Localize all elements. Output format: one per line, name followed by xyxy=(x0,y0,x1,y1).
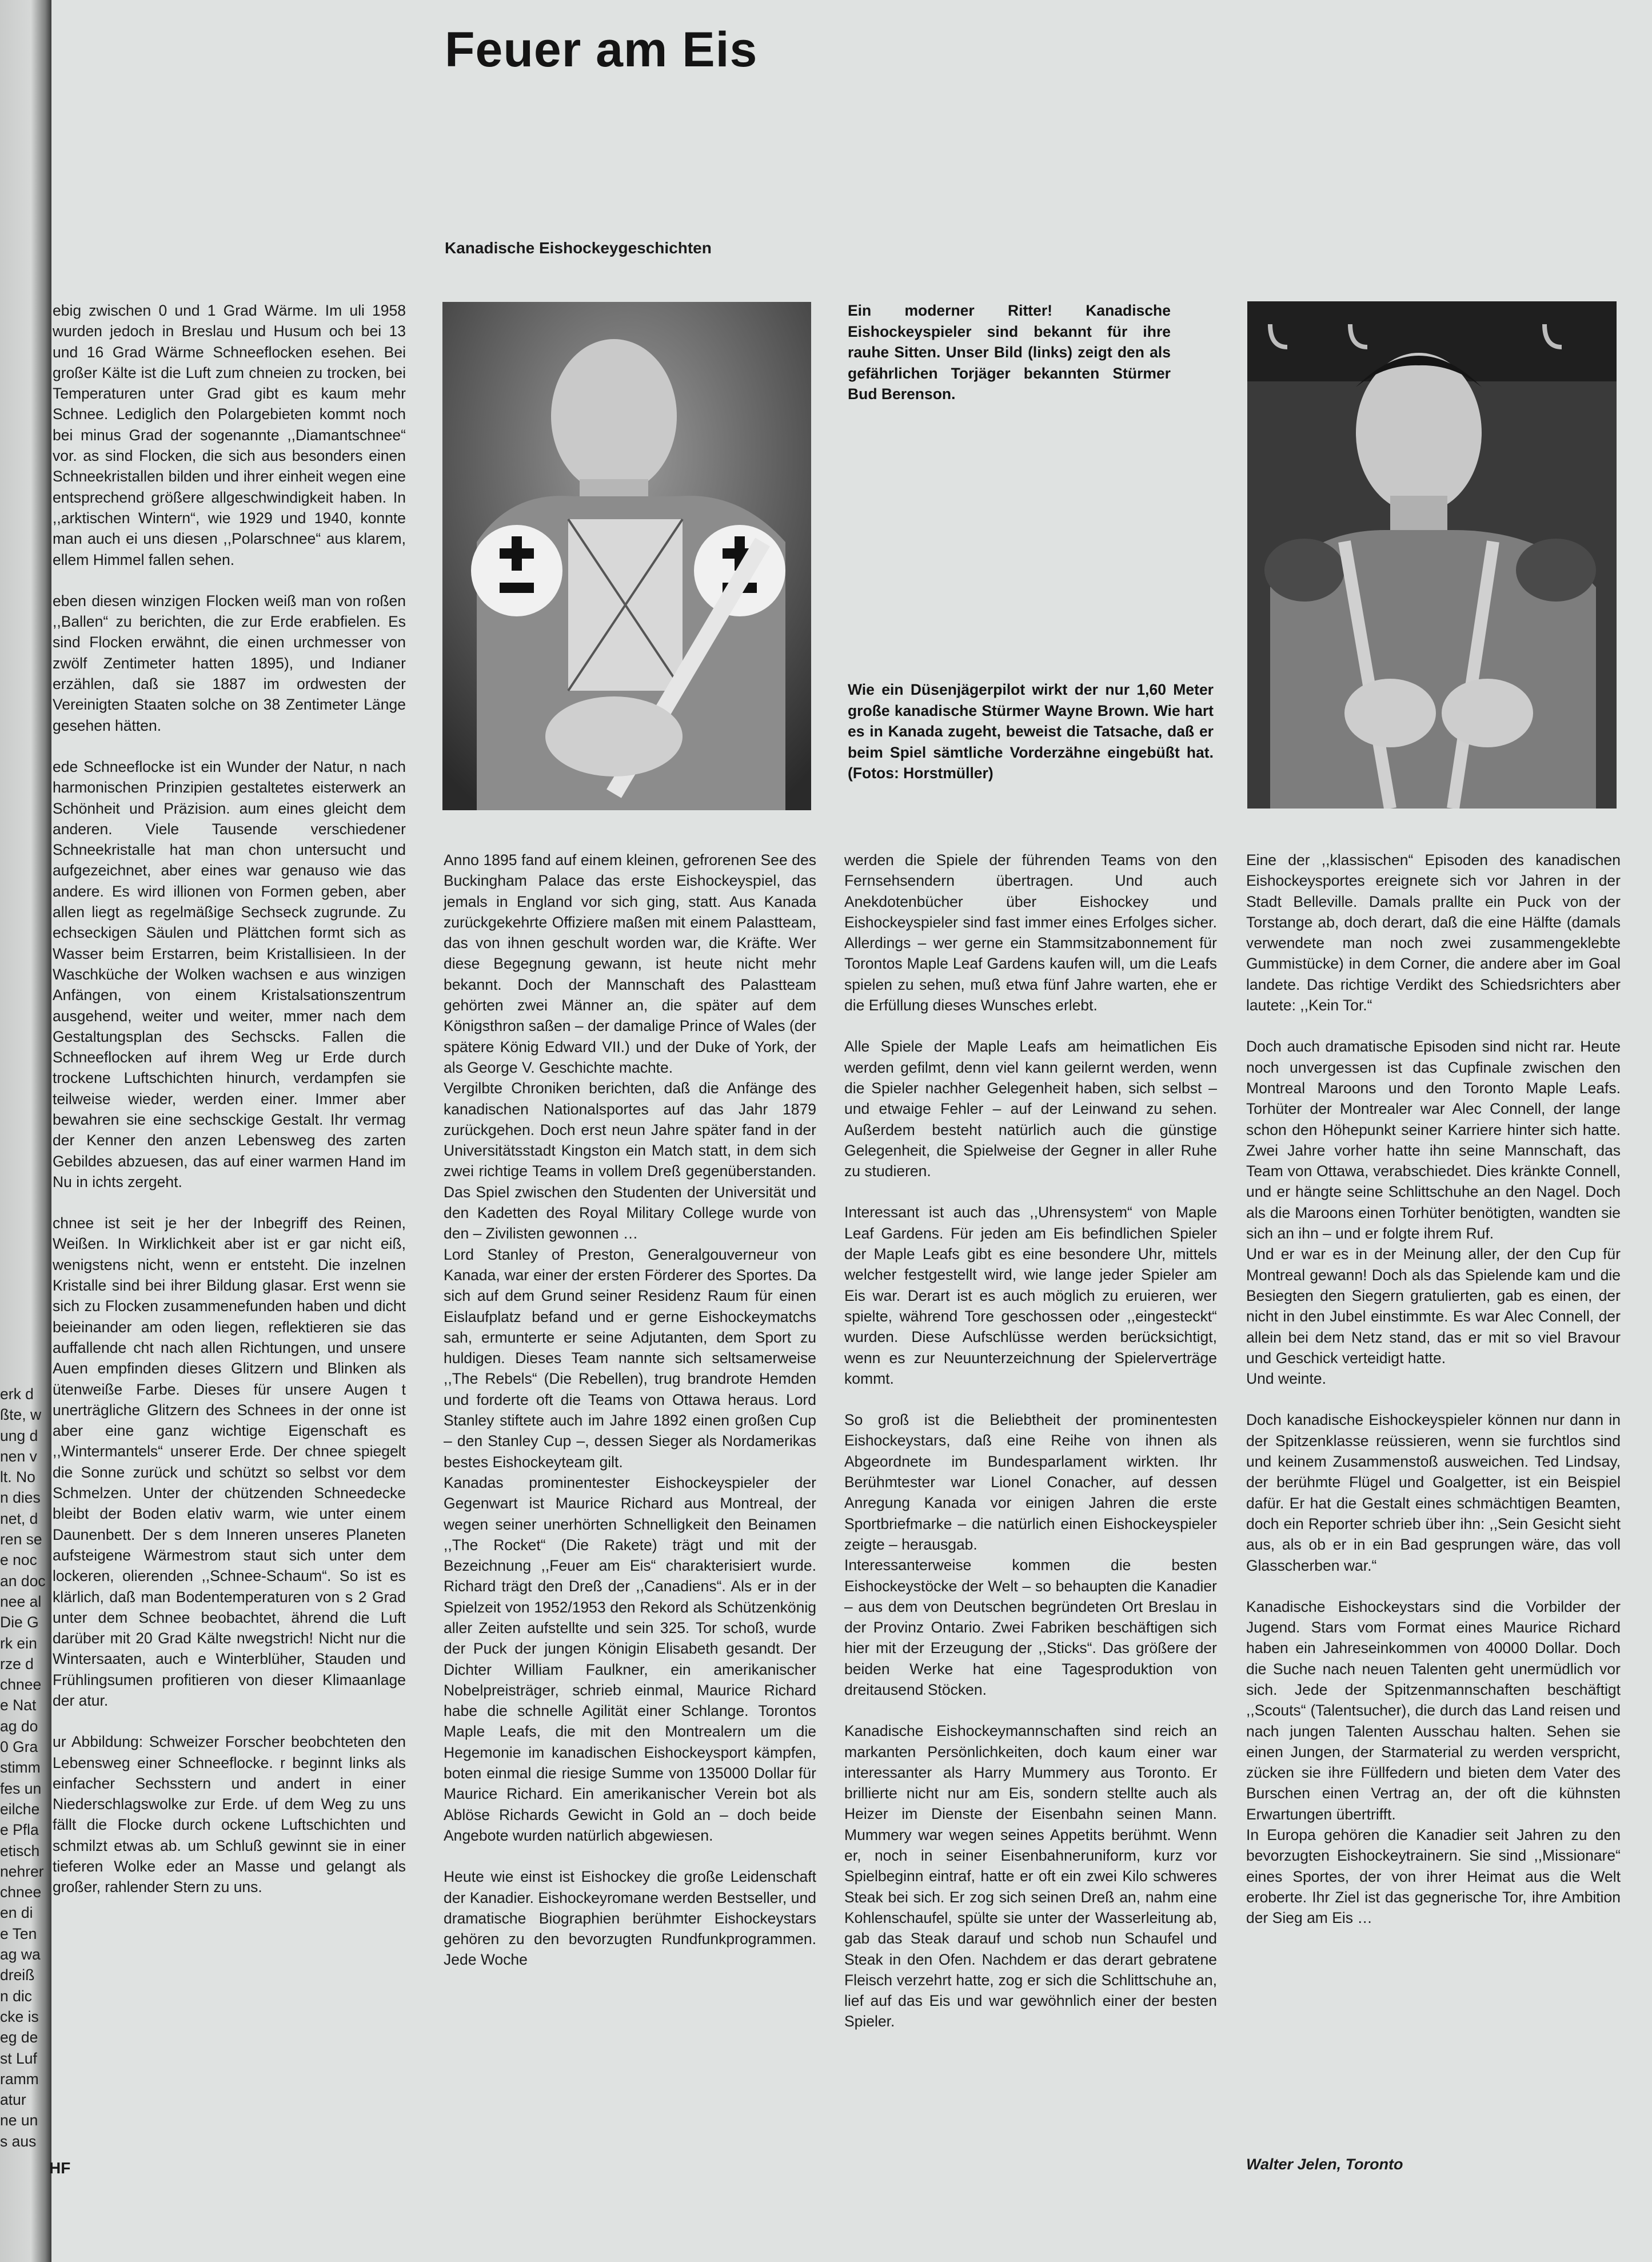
left-edge-fragment: e Ten xyxy=(0,1925,37,1942)
left-edge-fragment: cke is xyxy=(0,2008,39,2025)
left-edge-fragment: nehrer xyxy=(0,1862,44,1880)
left-edge-fragment: rze d xyxy=(0,1655,34,1672)
left-edge-fragment: e noc xyxy=(0,1551,37,1569)
column-3-paragraph: Alle Spiele der Maple Leafs am heimatlichen Eis werden gefilmt, denn viel kann geilernt werden, wenn die Spieler nachher Gelegenheit haben, sich selbst – und etwaige Fehler – auf der Leinwand zu sehen. Außerdem besteht natürlich auch die günstige Gelegenheit, die Spielweise der Gegner in aller Ruhe zu studieren. xyxy=(844,1038,1217,1180)
left-edge-fragment: nen v xyxy=(0,1447,37,1465)
left-edge-fragment: ung d xyxy=(0,1427,38,1444)
left-edge-fragment: n dic xyxy=(0,1987,32,2005)
column-2 xyxy=(444,850,816,1970)
column-4-paragraph: Kanadische Eishockeystars sind die Vorbilder der Jugend. Stars vom Format eines Maurice Richard haben ein Jahreseinkommen von 40000 Dollar. Doch die Suche nach neuen Talenten geht unermüdlich vor sich. Jede der Spitzenmannschaften beschäftigt ,,Scouts“ (Talentsucher), die durch das Land reisen und nach jungen Talenten Ausschau halten. Sehen sie einen Jungen, der Starmaterial zu werden verspricht, zücken sie ihre Füllfedern und bieten dem Vater des Burschen einen Vertrag an, der oft die kühnsten Erwartungen übertrifft. xyxy=(1246,1598,1621,1823)
column-3 xyxy=(844,850,1217,2032)
column-4-paragraph: Eine der ,,klassischen“ Episoden des kanadischen Eishockeysportes ereignete sich vor Jahren in der Stadt Belleville. Damals prallte ein Puck von der Torstange ab, doch derart, daß die eine Hälfte (damals verwendete man noch zwei zusammengeklebte Gummistücke) in dem Corner, die andere aber im Goal landete. Das richtige Verdikt des Schiedsrichters aber lautete: ,,Kein Tor.“ xyxy=(1246,851,1621,1014)
left-edge-fragment: atur xyxy=(0,2091,26,2109)
left-paragraph: ur Abbildung: Schweizer Forscher beobchteten den Lebensweg einer Schneeflocke. r beginnt links als einfacher Sechsstern und andert in einer Niederschlagswolke zur Erde. uf dem Weg zu uns fällt die Flocke durch ockene Luftschichten und schmilzt etwas ab. um Schluß gewinnt sie in einer tieferen Wolke eder an Masse und gelangt als großer, rahlender Stern zu uns. xyxy=(53,1733,406,1896)
left-edge-fragment: ne un xyxy=(0,2112,38,2129)
left-edge-fragment: net, d xyxy=(0,1510,38,1527)
column-4-paragraph: Doch auch dramatische Episoden sind nicht rar. Heute noch unvergessen ist das Cupfinale zwischen den Montreal Maroons und den Toronto Maple Leafs. Torhüter der Montrealer war Alec Connell, der lange schon den Höhepunkt seiner Karriere hinter sich hatte. Zwei Jahre vorher hatte ihn seine Mannschaft, das Team von Ottawa, verabschiedet. Dies kränkte Connell, und er hängte seine Schlittschuhe an den Nagel. Doch als die Maroons einen Torhüter benötigten, wandten sie sich an ihn – und er folgte ihrem Ruf. xyxy=(1246,1038,1621,1242)
left-edge-fragment: lt. No xyxy=(0,1468,35,1486)
left-edge-fragment: erk d xyxy=(0,1385,34,1403)
caption-wayne-brown: Wie ein Düsenjägerpilot wirkt der nur 1,60 Meter große kanadische Stürmer Wayne Brown. Wie hart es in Kanada zugeht, beweist die Tatsache, daß er beim Spiel sämtliche Vorderzähne eingebüßt hat. (Fotos: Horstmüller) xyxy=(848,681,1214,782)
left-column-snow-article xyxy=(53,300,406,1898)
left-edge-fragment: an doc xyxy=(0,1572,46,1590)
player-photo-1-image xyxy=(442,302,811,810)
column-2-paragraph: Anno 1895 fand auf einem kleinen, gefrorenen See des Buckingham Palace das erste Eishockeyspiel, das jemals in England vor sich ging, statt. Aus Kanada zurückgekehrte Offiziere maßen mit einem Palastteam, das von ihnen geschult worden war, die Kräfte. Wer diese Begegnung gewann, ist heute nicht mehr bekannt. Doch der Mannschaft des Palastteam gehörten zwei Männer an, die später auf dem Königsthron saßen – der damalige Prince of Wales (der spätere König Edward VII.) und der Duke of York, der als George V. Geschichte machte. xyxy=(444,851,816,1076)
left-edge-fragments xyxy=(0,1384,48,2152)
column-4-paragraph: Und er war es in der Meinung aller, der den Cup für Montreal gewann! Doch als das Spielende kam und die Besiegten den Siegern gratulierten, gab es einen, der nicht in den Jubel einstimmte. Es war Alec Connell, der allein bei dem Netz stand, das er mit so viel Bravour und Geschick verteidigt hatte. xyxy=(1246,1245,1621,1367)
left-edge-fragment: 0 Gra xyxy=(0,1738,38,1756)
left-edge-fragment: chnee xyxy=(0,1883,42,1901)
left-edge-fragment: ag do xyxy=(0,1717,38,1735)
left-edge-fragment: ramm xyxy=(0,2070,39,2088)
left-edge-fragment: Die G xyxy=(0,1614,39,1631)
left-edge-fragment: e Pfla xyxy=(0,1821,39,1839)
column-4-paragraph: Und weinte. xyxy=(1246,1370,1326,1388)
column-3-paragraph: werden die Spiele der führenden Teams von den Fernsehsendern übertragen. Und auch Anekdotenbücher über Eishockey und Eishockeyspieler sind fast immer eines Erfolges sicher. Allerdings – wer gerne ein Stammsitzabonnement für Torontos Maple Leaf Gardens kaufen will, um die Leafs spielen zu sehen, muß etwa fünf Jahre warten, ehe er die Erfüllung dieses Wunsches erlebt. xyxy=(844,851,1217,1014)
photo-wayne-brown xyxy=(1247,301,1617,809)
left-edge-fragment: ßte, w xyxy=(0,1406,42,1424)
column-2-paragraph: Kanadas prominentester Eishockeyspieler der Gegenwart ist Maurice Richard aus Montreal, der wegen seiner unerhörten Schnelligkeit den Beinamen ,,The Rocket“ (Die Rakete) trägt und mit der Bezeichnung ,,Feuer am Eis“ charakterisiert wurde. Richard trägt den Dreß der ,,Canadiens“. Als er in der Spielzeit von 1952/1953 den Rekord als Schützenkönig aller Zeiten aufstellte und sein 325. Tor schoß, wurde der Puck der jungen Königin Elisabeth gesandt. Der Dichter William Faulkner, ein amerikanischer Nobelpreisträger, schrieb einmal, Maurice Richard habe die schnelle Agilität einer Schlange. Torontos Maple Leafs, die mit den Montrealern um die Hegemonie im kanadischen Eishockeysport kämpfen, boten einmal die riesige Summe von 135000 Dollar für Maurice Richard. Ein amerikanischer Verein bot als Ablöse Richards Gewicht in Gold an – doch beide Angebote wurden natürlich abgewiesen. xyxy=(444,1474,816,1844)
left-edge-fragment: rk ein xyxy=(0,1634,37,1652)
left-paragraph: eben diesen winzigen Flocken weiß man von roßen ,,Ballen“ zu berichten, die zur Erde erabfielen. Es sind Flocken erwähnt, die einen urchmesser von zwölf Zentimeter hatten 1895), und Indianer erzählen, daß sie 1887 im ordwesten der Vereinigten Staaten solche on 38 Zentimeter Länge gesehen hätten. xyxy=(53,592,406,734)
author-initials: HF xyxy=(49,2159,71,2177)
column-4 xyxy=(1246,850,1621,1929)
left-paragraph: chnee ist seit je her der Inbegriff des Reinen, Weißen. In Wirklichkeit aber ist er gar nicht eiß, wenigstens nicht, wenn er entsteht. Die inzelnen Kristalle sind bei ihrer Bildung glasar. Erst wenn sie sich zu Flocken zusammenefunden haben und dicht beieinander am oden liegen, reflektieren sie das auffallende cht nach allen Richtungen, und unsere Auen empfinden dieses Glitzern und Blinken als ütenweiße Farbe. Dieses für unsere Augen t unerträgliche Glitzern des Schnees in der onne ist aber eine ganz wichtige Eigenschaft es ,,Wintermantels“ unserer Erde. Der chnee spiegelt die Sonne zurück und schützt so selbst vor dem Schmelzen. Unter der chützenden Schneedecke bleibt der Boden elativ warm, wie unter einem Daunenbett. Der s dem Inneren unseres Planeten aufsteigene Wärmestrom staut sich unter dem lockeren, olierenden ,,Schnee-Schaum“. So ist es klärlich, daß man Bodentemperaturen von s 2 Grad unter dem Schnee beobachtet, ährend die Luft darüber mit 20 Grad Kälte nwegstrich! Nicht nur die Wintersaaten, auch e Winterblüher, Stauden und Frühlingsumen profitieren von dieser Klimaanlage der atur. xyxy=(53,1214,406,1709)
left-edge-fragment: e Nat xyxy=(0,1697,37,1714)
column-2-paragraph: Lord Stanley of Preston, Generalgouverneur von Kanada, war einer der ersten Förderer des Sportes. Da sich auf dem Grund seiner Residenz Raum für einen Eislaufplatz befand und er gerne Eishockeymatchs sah, ermunterte er seine Adjutanten, dem Sport zu huldigen. Dieses Team nannte sich seltsamerweise ,,The Rebels“ (Die Rebellen), trug brandrote Hemden und forderte oft die Teams von Ottawa heraus. Lord Stanley stiftete auch im Jahre 1892 einen großen Cup – den Stanley Cup –, dessen Sieger als Nordamerikas bestes Eishockeyteam gilt. xyxy=(444,1245,816,1471)
column-4-paragraph: Doch kanadische Eishockeyspieler können nur dann in der Spitzenklasse reüssieren, wenn sie furchtlos sind und keinem Zusammenstoß ausweichen. Ted Lindsay, der berühmte Flügel und Goalgetter, ist ein Beispiel dafür. Er hat die Gestalt eines schmächtigen Beamten, doch ein Reporter schrieb über ihn: ,,Sein Gesicht sieht aus, als ob er in ein Bad gesprungen wäre, das voll Glasscherben war.“ xyxy=(1246,1411,1621,1574)
left-edge-fragment: ag wa xyxy=(0,1946,41,1964)
left-edge-fragment: dreiß xyxy=(0,1966,35,1984)
caption-bud-berenson: Ein moderner Ritter! Kanadische Eishockeyspieler sind bekannt für ihre rauhe Sitten. Unser Bild (links) zeigt den als gefährlichen Torjäger bekannten Stürmer Bud Berenson. xyxy=(848,302,1171,403)
column-3-paragraph: Kanadische Eishockeymannschaften sind reich an markanten Persönlichkeiten, doch kaum einer war interessanter als Harry Mummery aus Toronto. Er brillierte nicht nur am Eis, sondern stellte auch als Heizer im Dienste der Eisenbahn seinen Mann. Mummery war wegen seines Appetits berühmt. Wenn er, noch in seiner Eisenbahneruniform, kurz vor Spielbeginn eintraf, hatte er oft ein zwei Kilo schweres Steak bei sich. Er zog sich seinen Dreß an, nahm eine Kohlenschaufel, spülte sie unter der Wasserleitung ab, gab das Steak darauf und schob nun Schaufel und Steak in den Ofen. Nachdem er das derart gebratene Fleisch verzehrt hatte, zog er sich die Schlittschuhe an, lief auf das Eis und war gewöhnlich einer der besten Spieler. xyxy=(844,1722,1217,2030)
left-edge-fragment: chnee xyxy=(0,1676,42,1694)
article-title: Feuer am Eis xyxy=(445,22,758,77)
column-3-paragraph: So groß ist die Beliebtheit der prominentesten Eishockeystars, daß eine Reihe von ihnen als Abgeordnete im Bundesparlament wirkten. Ihr Berühmtester war Lionel Conacher, auf dessen Anregung Kanada vor einigen Jahren die erste Sportbriefmarke – die natürlich einen Eishockeyspieler zeigte – herausgab. xyxy=(844,1411,1217,1553)
column-3-paragraph: Interessanterweise kommen die besten Eishockeystöcke der Welt – so behaupten die Kanadier – aus dem von Deutschen begründeten Ort Breslau in der Provinz Ontario. Zwei Fabriken beschäftigen sich hier mit der Erzeugung der ,,Sticks“. Das größere der beiden Werke hat eine Tagesproduktion von dreitausend Stöcken. xyxy=(844,1556,1217,1698)
column-3-paragraph: Interessant ist auch das ,,Uhrensystem“ von Maple Leaf Gardens. Für jeden am Eis befindlichen Spieler der Maple Leafs gibt es eine besondere Uhr, mittels welcher festgestellt wird, wie lange jeder Spieler am Eis war. Derart ist es auch möglich zu eruieren, wer spielte, während Tore geschossen oder ,,eingesteckt“ wurden. Diese Aufschlüsse werden berücksichtigt, wenn es zur Neuunterzeichnung der Spielerverträge kommt. xyxy=(844,1204,1217,1387)
left-edge-fragment: nee al xyxy=(0,1592,42,1610)
left-paragraph: ede Schneeflocke ist ein Wunder der Natur, n nach harmonischen Prinzipien gestaltetes eisterwerk an Schönheit und Präzision. aum eines gleicht dem anderen. Viele Tausende verschiedener Schneekristalle hat man chon untersucht und aufgezeichnet, aber eines war genauso wie das andere. Es wird illionen von Formen geben, aber allen liegt as regelmäßige Sechseck zugrunde. Zu echseckigen Säulen und Plättchen formt sich as Wasser beim Erstarren, beim Kristallisieen. In der Waschküche der Wolken wachsen e aus winzigen Anfängen, von einem Kristalsationszentrum ausgehend, weiter und weiter, mmer nach dem Gestaltungsplan des Sechscks. Fallen die Schneeflocken auf ihrem Weg ur Erde durch trockene Luftschichten hinurch, verdampfen sie teilweise wieder, werden einer. Immer aber bewahren sie eine sechsckige Gestalt. Ihr vermag der Kenner den anzen Lebensweg des zarten Gebildes abzuesen, das auf einer warmen Hand im Nu in ichts zergeht. xyxy=(53,758,406,1190)
column-2-paragraph: Vergilbte Chroniken berichten, daß die Anfänge des kanadischen Nationalsportes auf das Jahr 1879 zurückgehen. Doch erst neun Jahre später fand in der Universitätsstadt Kingston ein Match statt, in dem sich zwei richtige Teams in vollem Dreß gegenüberstanden. Das Spiel zwischen den Studenten der Universität und den Kadetten des Royal Military College wurde von den – Zivilisten gewonnen … xyxy=(444,1080,816,1242)
left-edge-fragment: eg de xyxy=(0,2029,38,2046)
left-edge-fragment: en di xyxy=(0,1904,33,1922)
column-4-paragraph: In Europa gehören die Kanadier seit Jahren zu den bevorzugten Eishockeytrainern. Sie sind ,,Missionare“ eines Sportes, der von ihrer Heimat aus die Welt eroberte. Ihr Ziel ist das gegnerische Tor, ihre Ambition der Sieg am Eis … xyxy=(1246,1826,1621,1927)
left-edge-fragment: ren se xyxy=(0,1531,42,1548)
left-edge-fragment: st Luf xyxy=(0,2049,37,2067)
left-paragraph: ebig zwischen 0 und 1 Grad Wärme. Im uli 1958 wurden jedoch in Breslau und Husum och bei 13 und 16 Grad Wärme Schneeflocken esehen. Bei großer Kälte ist die Luft zum chneien zu trocken, bei Temperaturen unter Grad gibt es kaum mehr Schnee. Lediglich den Polargebieten kommt noch bei minus Grad der sogenannte ,,Diamantschnee“ vor. as sind Flocken, die sich aus besonders einen Schneekristallen bilden und ihrer einheit wegen eine entsprechend größere allgeschwindigkeit haben. In ,,arktischen Wintern“, wie 1929 und 1940, konnte man auch ei uns diesen ,,Polarschnee“ aus klarem, ellem Himmel fallen sehen. xyxy=(53,302,406,568)
player-photo-2-image xyxy=(1247,301,1617,809)
photo-bud-berenson xyxy=(442,302,811,810)
left-edge-fragment: eilche xyxy=(0,1800,40,1818)
left-edge-fragment: s aus xyxy=(0,2132,37,2150)
left-edge-fragment: etisch xyxy=(0,1842,40,1859)
author-signature: Walter Jelen, Toronto xyxy=(1246,2156,1403,2173)
article-subtitle: Kanadische Eishockeygeschichten xyxy=(445,239,712,257)
left-edge-fragment: fes un xyxy=(0,1779,42,1797)
left-edge-fragment: stimm xyxy=(0,1759,41,1777)
left-edge-fragment: n dies xyxy=(0,1489,41,1507)
column-2-paragraph: Heute wie einst ist Eishockey die große Leidenschaft der Kanadier. Eishockeyromane werden Bestseller, und dramatische Biographien berühmter Eishockeystars gehören zu den bevorzugten Rundfunkprogrammen. Jede Woche xyxy=(444,1868,816,1969)
